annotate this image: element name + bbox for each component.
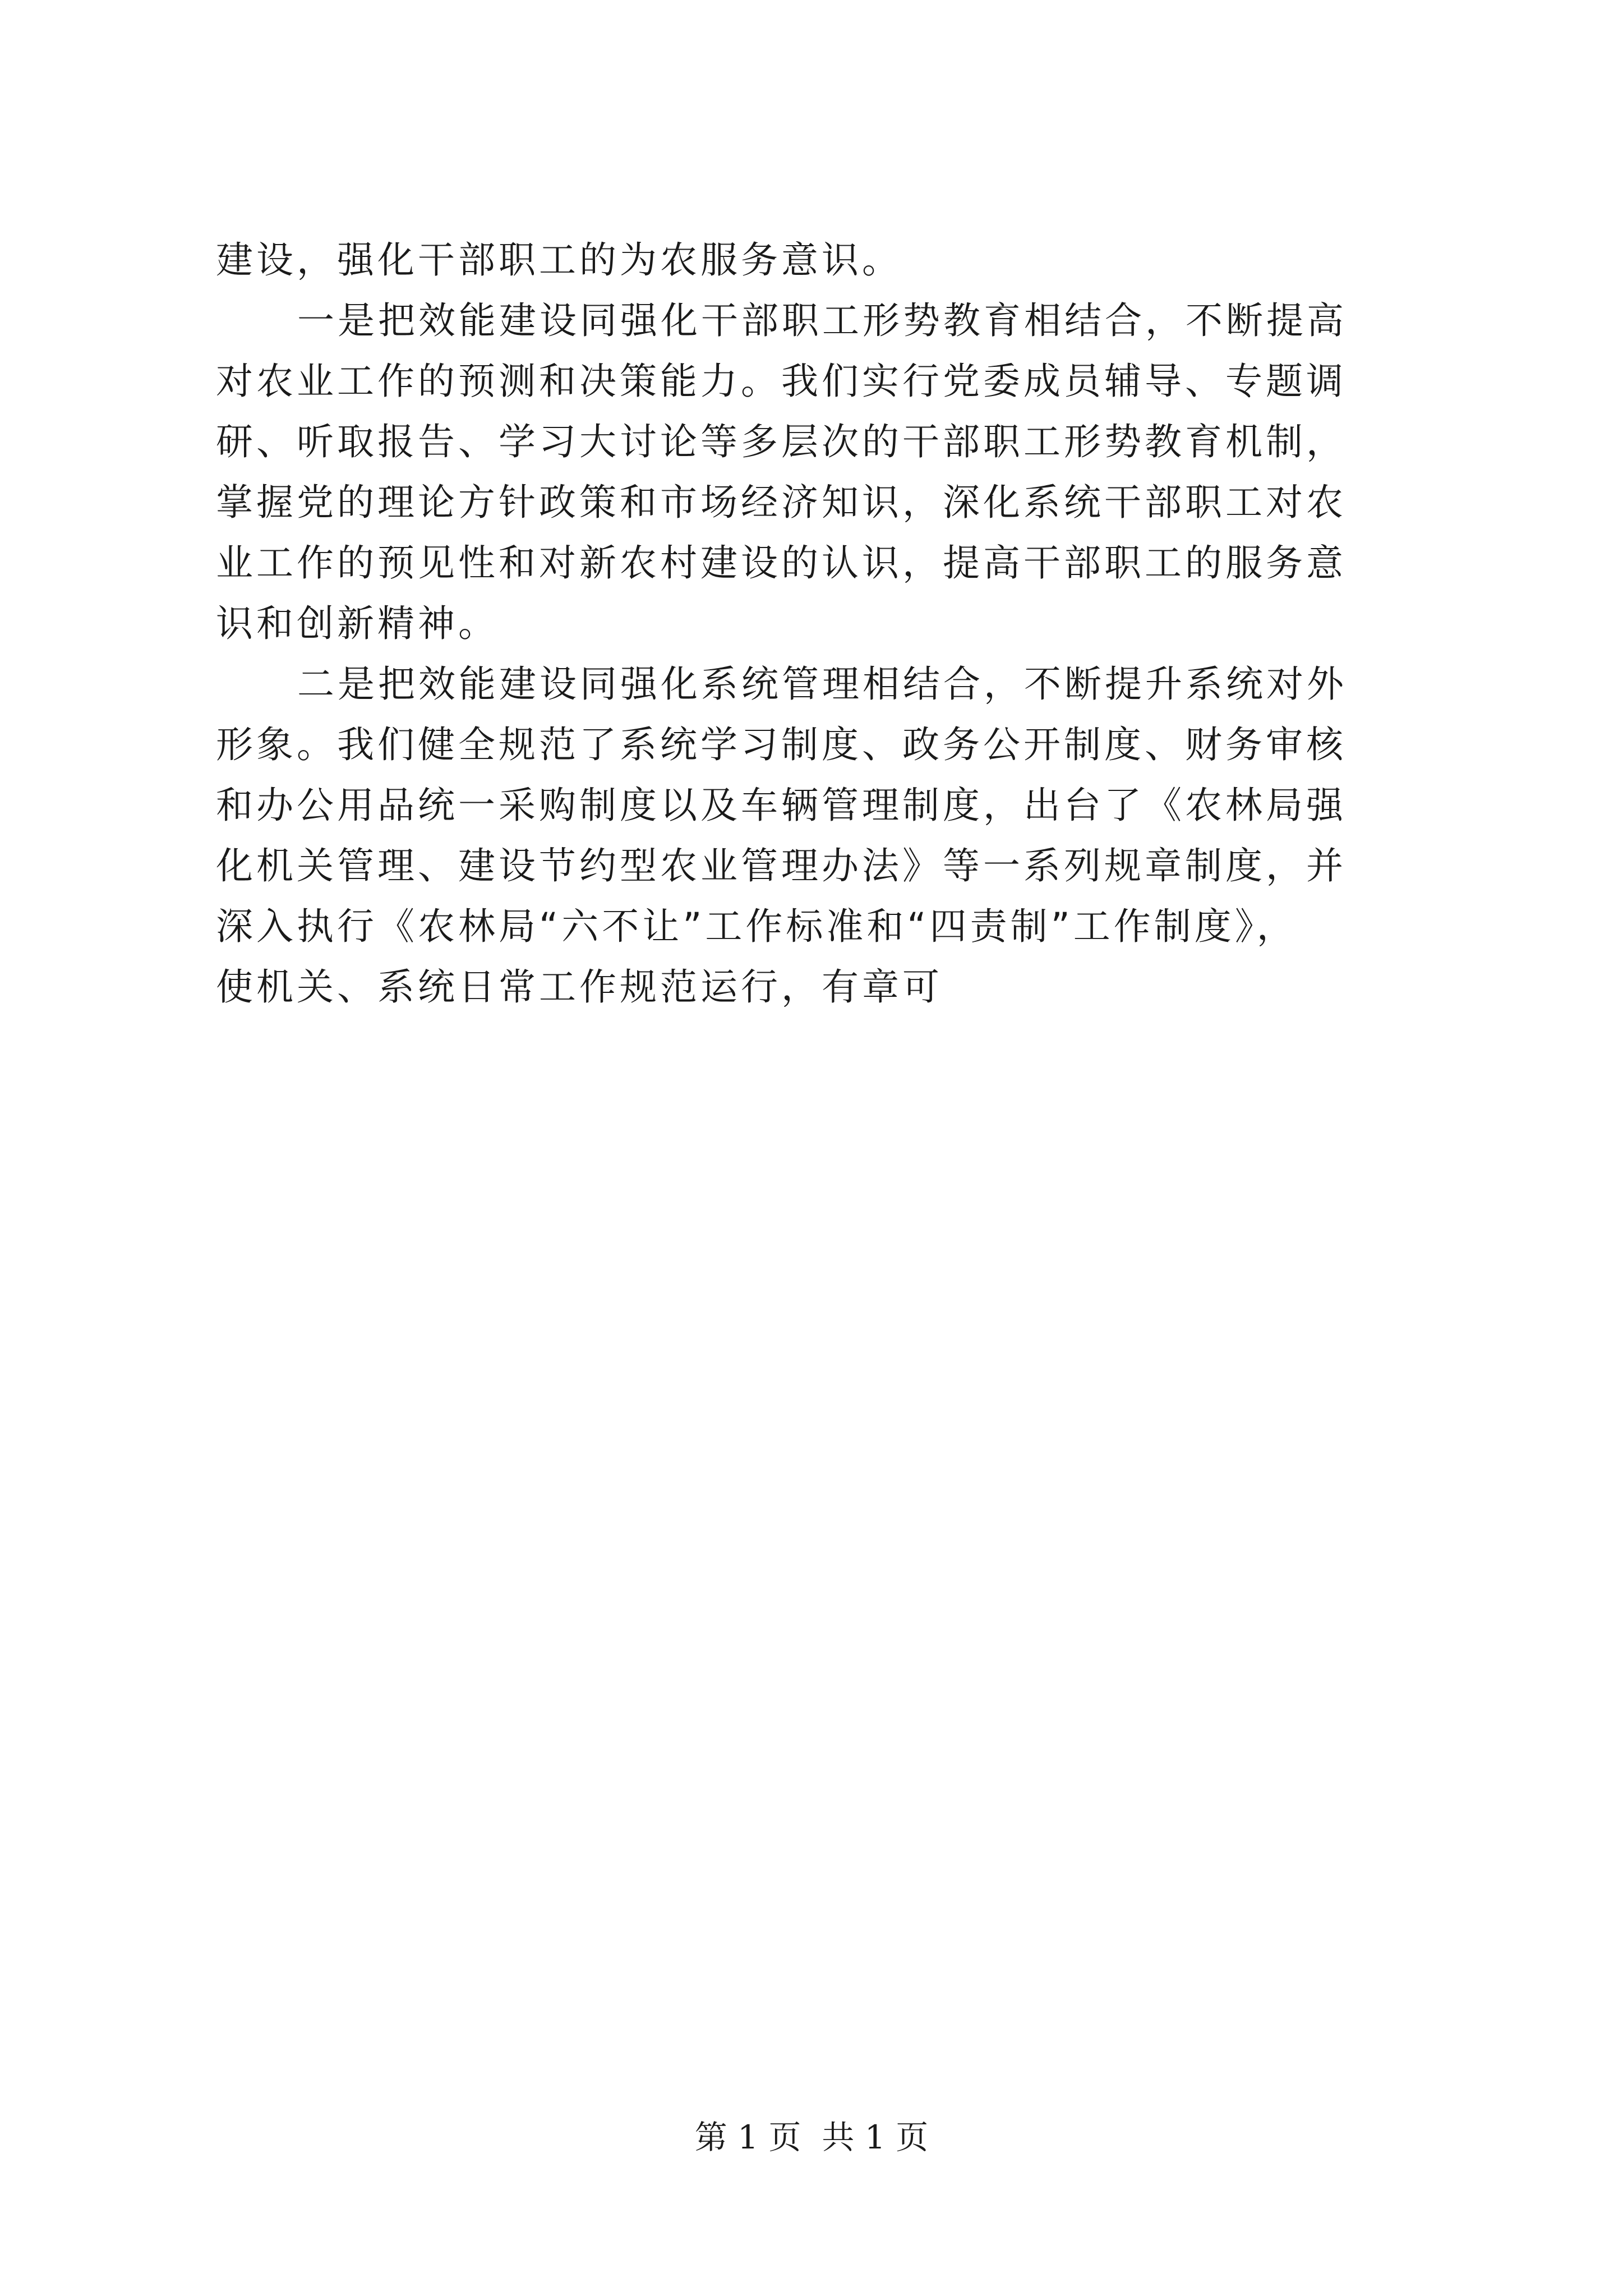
text-line: 使机关、系统日常工作规范运行，有章可 <box>216 965 943 1009</box>
text-line: 业工作的预见性和对新农村建设的认识，提高干部职工的服务意 <box>216 541 1347 585</box>
text-line: 建设，强化干部职工的为农服务意识。 <box>216 238 902 282</box>
text-line: 对农业工作的预测和决策能力。我们实行党委成员辅导、专题调 <box>216 360 1347 403</box>
document-body <box>216 230 1416 1018</box>
text-line: 掌握党的理论方针政策和市场经济知识，深化系统干部职工对农 <box>216 481 1347 524</box>
text-line: 和办公用品统一采购制度以及车辆管理制度，出台了《农林局强 <box>216 784 1347 827</box>
text-line: 化机关管理、建设节约型农业管理办法》等一系列规章制度，并 <box>216 844 1347 887</box>
text-line: 识和创新精神。 <box>216 602 499 645</box>
paragraph-two-start: 二是把效能建设同强化系统管理相结合，不断提升系统对外 <box>297 662 1347 706</box>
page-number-footer: 第 1 页 共 1 页 <box>694 2118 929 2156</box>
text-line: 形象。我们健全规范了系统学习制度、政务公开制度、财务审核 <box>216 723 1347 766</box>
text-line: 研、听取报告、学习大讨论等多层次的干部职工形势教育机制， <box>216 420 1347 463</box>
paragraph-one-start: 一是把效能建设同强化干部职工形势教育相结合，不断提高 <box>297 299 1347 342</box>
text-line: 深入执行《农林局“六不让”工作标准和“四责制”工作制度》， <box>216 905 1297 948</box>
